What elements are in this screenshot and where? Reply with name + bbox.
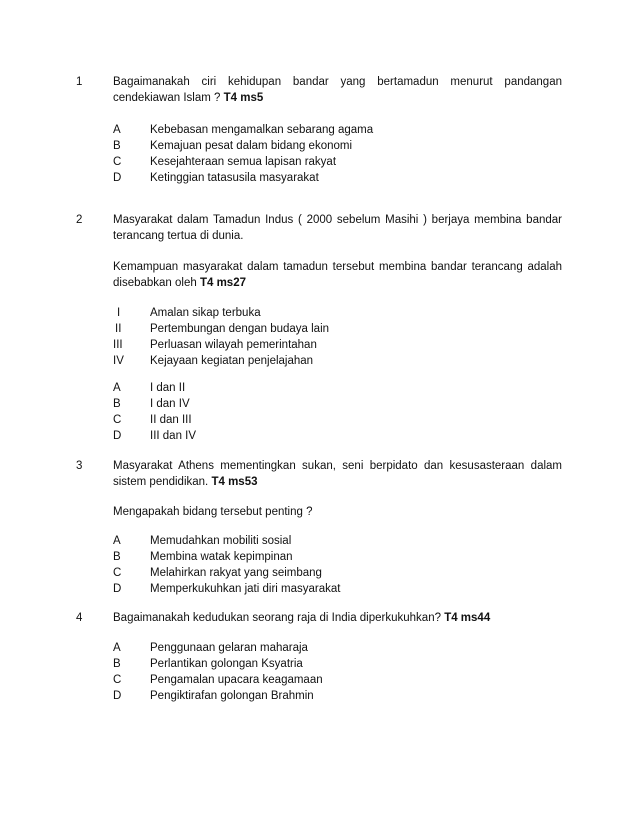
option-label: C [113,414,122,426]
option-label: C [113,156,122,168]
option-label: D [113,172,122,184]
option-label: B [113,398,121,410]
textbook-reference: T4 ms27 [199,277,246,289]
question-text: Masyarakat Athens mementingkan sukan, seni berpidato dan kesusasteraan dalam sistem pendidikan. T4 ms53 [113,460,562,488]
question-text: Masyarakat dalam Tamadun Indus ( 2000 sebelum Masihi ) berjaya membina bandar terancang tertua di dunia. [113,214,562,242]
option-text: Pengamalan upacara keagamaan [150,674,323,686]
option-text: I dan IV [150,398,190,410]
option-label: C [113,674,122,686]
statement-text: Perluasan wilayah pemerintahan [150,339,317,351]
option-text: Perlantikan golongan Ksyatria [150,658,303,670]
option-text: Kebebasan mengamalkan sebarang agama [150,124,374,136]
option-text: II dan III [150,414,192,426]
option-label: D [113,690,122,702]
option-text: I dan II [150,382,186,394]
statement-label: II [115,323,122,335]
option-text: Penggunaan gelaran maharaja [150,642,308,654]
statement-text: Amalan sikap terbuka [150,307,261,319]
statement-label: I [117,307,121,319]
option-text: Pengiktirafan golongan Brahmin [150,690,314,702]
option-label: A [113,642,121,654]
option-label: D [113,583,122,595]
question-number: 1 [76,76,83,88]
option-label: A [113,124,121,136]
option-text: Membina watak kepimpinan [150,551,293,563]
option-text: Memudahkan mobiliti sosial [150,535,292,547]
textbook-reference: T4 ms5 [223,92,264,104]
question-text: Bagaimanakah kedudukan seorang raja di India diperkukuhkan? T4 ms44 [113,612,491,624]
statement-label: IV [113,355,124,367]
option-label: B [113,658,121,670]
statement-text: Pertembungan dengan budaya lain [150,323,330,335]
question-number: 3 [76,460,83,472]
option-label: C [113,567,122,579]
textbook-reference: T4 ms44 [444,612,491,624]
option-text: Melahirkan rakyat yang seimbang [150,567,322,579]
question-number: 2 [76,214,83,226]
question-prompt: Mengapakah bidang tersebut penting ? [113,506,313,518]
option-text: Memperkukuhkan jati diri masyarakat [150,583,341,595]
question-text: Bagaimanakah ciri kehidupan bandar yang bertamadun menurut pandangan cendekiawan Islam ? T4 ms5 [113,76,562,104]
option-text: Kesejahteraan semua lapisan rakyat [150,156,337,168]
option-label: A [113,382,121,394]
statement-text: Kejayaan kegiatan penjelajahan [150,355,314,367]
statement-label: III [113,339,123,351]
option-label: B [113,140,121,152]
option-label: B [113,551,121,563]
option-text: Ketinggian tatasusila masyarakat [150,172,319,184]
option-text: Kemajuan pesat dalam bidang ekonomi [150,140,353,152]
question-number: 4 [76,612,83,624]
option-text: III dan IV [150,430,197,442]
textbook-reference: T4 ms53 [211,476,258,488]
option-label: D [113,430,122,442]
question-prompt: Kemampuan masyarakat dalam tamadun tersebut membina bandar terancang adalah disebabkan oleh T4 ms27 [113,261,562,289]
option-label: A [113,535,121,547]
